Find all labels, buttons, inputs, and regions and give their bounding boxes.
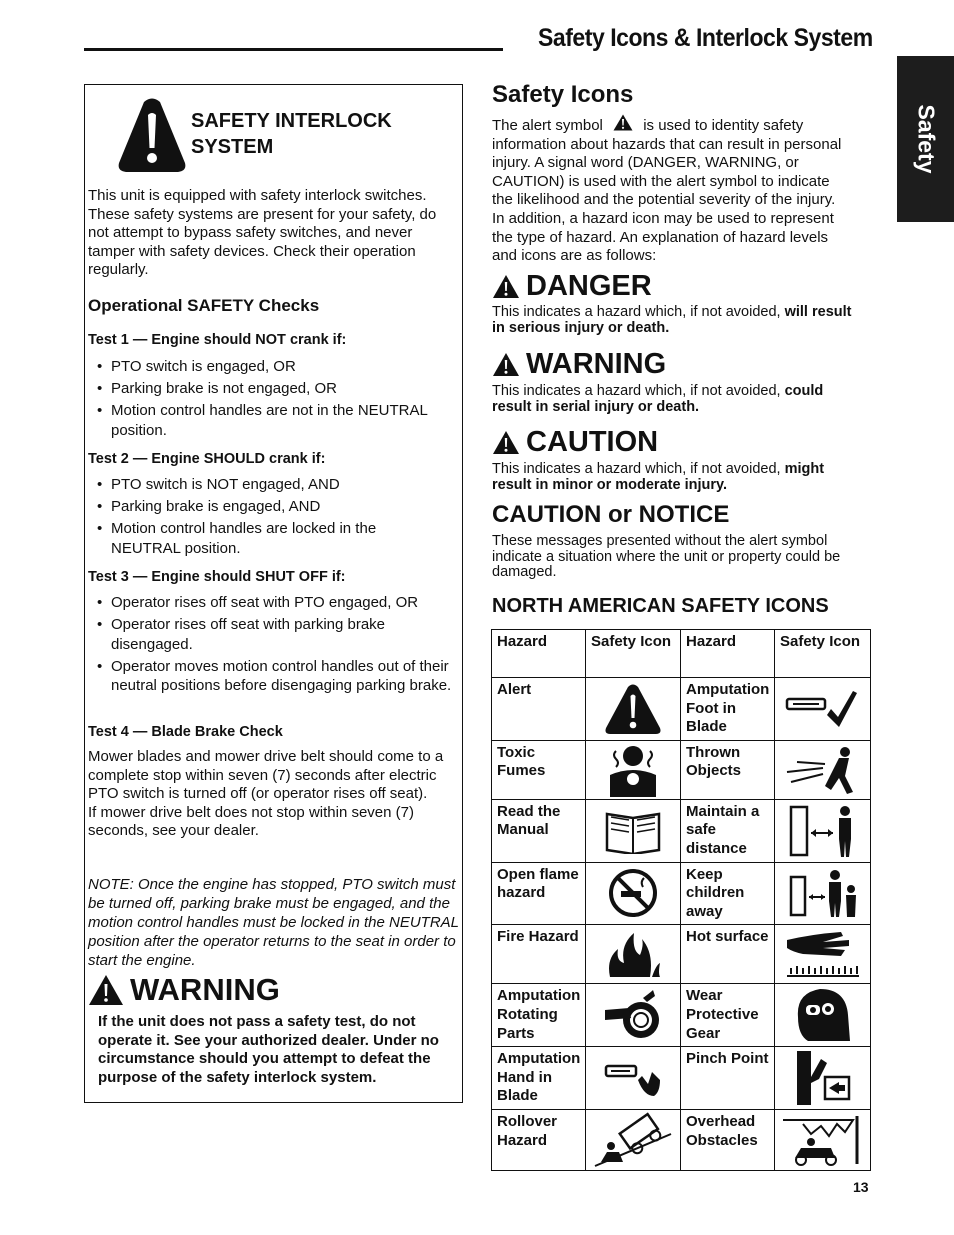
table-header-row [492, 630, 871, 678]
intro-line: information about hazards that can result in personal [492, 135, 842, 153]
hazard-cell: Amputation Hand in Blade [492, 1047, 586, 1110]
danger-text [492, 305, 862, 336]
blade-brake-text [88, 748, 443, 841]
no-open-flame-icon [607, 867, 659, 919]
danger-signal [492, 270, 652, 303]
toxic-fumes-icon [604, 743, 662, 797]
page-header-title: Safety Icons & Interlock System [538, 24, 873, 52]
warning-signal [88, 972, 280, 1008]
table-row [492, 862, 871, 925]
protective-gear-icon [788, 987, 858, 1043]
alert-triangle-icon [492, 274, 520, 299]
test-3-title: Test 3 — Engine should SHUT OFF if: [88, 569, 346, 585]
table-row [492, 740, 871, 799]
icon-cell [775, 678, 871, 741]
icon-cell [775, 862, 871, 925]
icon-cell [775, 1109, 871, 1170]
caution-desc: This indicates a hazard which, if not avoided, [492, 461, 781, 477]
list-item: • Operator rises off seat with PTO engaged, OR [97, 593, 459, 613]
danger-desc: This indicates a hazard which, if not avoided, [492, 304, 781, 320]
icon-cell [586, 678, 681, 741]
intro-line: the type of hazard. An explanation of hazard levels [492, 228, 829, 246]
hazard-cell: Keep children away [681, 862, 775, 925]
table-row [492, 799, 871, 862]
na-safety-icons-title: NORTH AMERICAN SAFETY ICONS [492, 595, 829, 617]
page-number: 13 [853, 1179, 869, 1195]
icon-cell [586, 862, 681, 925]
intro-line: These safety systems are present for your safety, do [88, 205, 437, 223]
list-item: • Parking brake is engaged, AND [97, 497, 407, 517]
hazard-cell: Hot surface [681, 925, 775, 984]
fire-icon [604, 929, 662, 979]
blade-line: seconds, see your dealer. [88, 822, 259, 840]
caution-text [492, 462, 862, 493]
icon-cell [775, 984, 871, 1047]
list-item: • Motion control handles are not in the NEUTRAL position. [97, 401, 457, 440]
header-cell: Hazard [492, 630, 586, 678]
icon-cell [586, 740, 681, 799]
foot-in-blade-icon [783, 687, 863, 731]
list-item: • PTO switch is NOT engaged, AND [97, 475, 407, 495]
side-tab-label: Safety [913, 104, 939, 174]
interlock-title-line2: SYSTEM [191, 136, 274, 158]
test-2-title: Test 2 — Engine SHOULD crank if: [88, 451, 326, 467]
caution-word: CAUTION [526, 426, 659, 458]
header-cell: Safety Icon [775, 630, 871, 678]
alert-symbol-icon [613, 114, 633, 131]
checks-heading: Operational SAFETY Checks [88, 296, 320, 315]
hazard-cell: Thrown Objects [681, 740, 775, 799]
list-item: • PTO switch is engaged, OR [97, 357, 457, 377]
blade-line: complete stop within seven (7) seconds after electric [88, 766, 437, 784]
rotating-parts-icon [603, 988, 663, 1042]
interlock-title-line1: SAFETY INTERLOCK [191, 110, 392, 132]
list-item: • Operator moves motion control handles out of their neutral positions before disengaging parking brake. [97, 657, 459, 696]
icon-cell [586, 1047, 681, 1110]
caution-severity: might result in minor or moderate injury. [492, 461, 825, 493]
list-item: • Parking brake is not engaged, OR [97, 379, 457, 399]
test-4-title: Test 4 — Blade Brake Check [88, 724, 283, 740]
hazard-cell: Pinch Point [681, 1047, 775, 1110]
hazard-cell: Open flame hazard [492, 862, 586, 925]
overhead-obstacles-icon [781, 1114, 865, 1166]
section-side-tab [897, 56, 954, 222]
warning-word: WARNING [130, 972, 280, 1007]
interlock-intro [88, 187, 436, 280]
pinch-point-icon [793, 1049, 853, 1107]
hazard-cell: Amputation Rotating Parts [492, 984, 586, 1047]
header-cell: Hazard [681, 630, 775, 678]
danger-severity: will result in serious injury or death. [492, 304, 852, 336]
intro-line: not attempt to bypass safety switches, and never [88, 224, 413, 242]
list-item: • Motion control handles are locked in the NEUTRAL position. [97, 519, 407, 558]
table-row [492, 1109, 871, 1170]
icon-cell [586, 925, 681, 984]
warning-desc: This indicates a hazard which, if not avoided, [492, 383, 781, 399]
hazard-cell: Maintain a safe distance [681, 799, 775, 862]
icon-cell [586, 799, 681, 862]
intro-line: In addition, a hazard icon may be used to represent [492, 209, 834, 227]
table-row [492, 678, 871, 741]
hazard-cell: Rollover Hazard [492, 1109, 586, 1170]
hazard-cell: Amputation Foot in Blade [681, 678, 775, 741]
icon-cell [586, 1109, 681, 1170]
table-row [492, 925, 871, 984]
intro-line: the likelihood and the potential severity of the injury. [492, 191, 836, 209]
warning-signal-right [492, 348, 666, 381]
hazard-cell: Read the Manual [492, 799, 586, 862]
intro-line: CAUTION) is used with the alert symbol to indicate [492, 172, 830, 190]
caution-notice-text: These messages presented without the alert symbol indicate a situation where the unit or property could be damaged. [492, 533, 841, 581]
test-1-title: Test 1 — Engine should NOT crank if: [88, 332, 347, 348]
test-1-list [97, 357, 457, 443]
intro-line: regularly. [88, 261, 149, 279]
alert-triangle-icon [492, 352, 520, 377]
table-row [492, 984, 871, 1047]
engine-note: NOTE: Once the engine has stopped, PTO switch must be turned off, parking brake must be engaged, and the motion control handles must be locked in the NEUTRAL position after the operator returns to the seat in order to start the engine. [88, 876, 459, 969]
warning-word-right: WARNING [526, 348, 667, 380]
warning-severity: could result in serial injury or death. [492, 383, 824, 415]
hazard-cell: Wear Protective Gear [681, 984, 775, 1047]
manual-icon [604, 808, 662, 854]
hazard-cell: Overhead Obstacles [681, 1109, 775, 1170]
alert-triangle-icon [117, 97, 187, 173]
interlock-title [191, 108, 392, 160]
icon-cell [775, 925, 871, 984]
safety-icons-intro [492, 114, 862, 266]
caution-notice-title: CAUTION or NOTICE [492, 501, 730, 528]
thrown-objects-icon [783, 744, 863, 796]
icon-cell [775, 1047, 871, 1110]
safe-distance-icon [783, 803, 863, 859]
alert-triangle-icon [492, 430, 520, 455]
blade-line: If mower drive belt does not stop within seven (7) [88, 803, 414, 821]
alert-triangle-icon [88, 974, 124, 1006]
header-rule [84, 48, 503, 51]
intro-line: and icons are as follows: [492, 247, 657, 265]
icon-cell [775, 740, 871, 799]
rollover-icon [593, 1112, 673, 1168]
danger-word: DANGER [526, 270, 652, 302]
header-cell: Safety Icon [586, 630, 681, 678]
caution-signal [492, 426, 658, 459]
warning-text: If the unit does not pass a safety test, do not operate it. See your authorized dealer. Under no circumstance should you attempt to defeat the purpose of the safety interlock system. [98, 1013, 439, 1087]
list-item: • Operator rises off seat with parking brake disengaged. [97, 615, 459, 654]
warning-text-right [492, 384, 862, 415]
blade-line: PTO switch is turned off (or operator rises off seat). [88, 785, 428, 803]
blade-line: Mower blades and mower drive belt should come to a [88, 748, 444, 765]
intro-line: injury. A signal word (DANGER, WARNING, or [492, 154, 799, 172]
safety-icons-table [491, 629, 871, 1171]
intro-text: is used to identity safety [643, 117, 804, 134]
table-row [492, 1047, 871, 1110]
intro-line: This unit is equipped with safety interlock switches. [88, 187, 427, 204]
hand-in-blade-icon [604, 1056, 662, 1100]
intro-line: tamper with safety devices. Check their operation [88, 242, 416, 260]
safety-icons-title: Safety Icons [492, 81, 634, 108]
hazard-cell: Toxic Fumes [492, 740, 586, 799]
hot-surface-icon [783, 928, 863, 980]
test-3-list [97, 593, 459, 698]
hazard-cell: Fire Hazard [492, 925, 586, 984]
alert-icon [604, 683, 662, 735]
hazard-cell: Alert [492, 678, 586, 741]
test-2-list [97, 475, 407, 561]
icon-cell [775, 799, 871, 862]
intro-first-line [492, 114, 862, 136]
keep-children-away-icon [783, 867, 863, 919]
intro-text: The alert symbol [492, 117, 603, 134]
icon-cell [586, 984, 681, 1047]
